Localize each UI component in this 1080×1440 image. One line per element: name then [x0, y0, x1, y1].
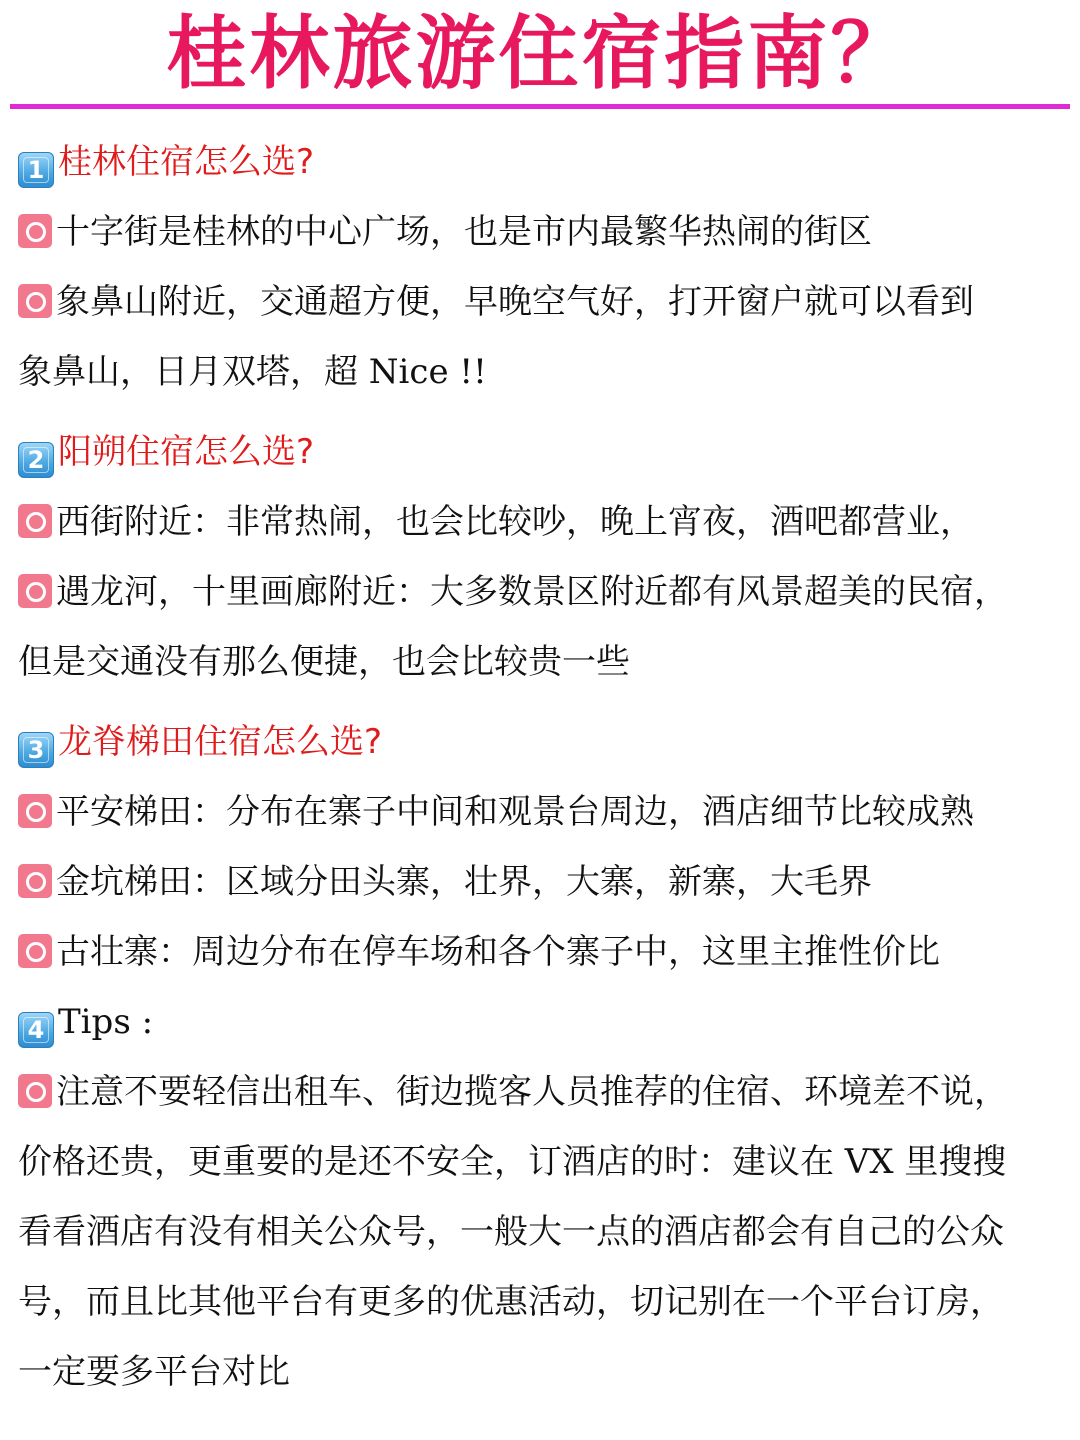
item-text: 平安梯田：分布在寨子中间和观景台周边，酒店细节比较成熟: [56, 792, 974, 832]
radio-bullet-icon: [18, 574, 52, 608]
section-1-item-2: [18, 267, 1068, 337]
page-title: 桂林旅游住宿指南？: [166, 7, 914, 100]
number-3-keycap-icon: 3: [18, 732, 54, 768]
number-2-keycap-icon: 2: [18, 442, 54, 478]
radio-bullet-icon: [18, 934, 52, 968]
item-text: 金坑梯田：区域分田头寨，壮界，大寨，新寨，大毛界: [56, 862, 872, 902]
radio-bullet-icon: [18, 1074, 52, 1108]
section-1-item-1: [18, 197, 1068, 267]
section-3-item-2: [18, 847, 1068, 917]
item-text: 看看酒店有没有相关公众号，一般大一点的酒店都会有自己的公众: [18, 1212, 1004, 1252]
section-4-item-1-continued-1: [18, 1127, 1068, 1197]
item-text: 但是交通没有那么便捷，也会比较贵一些: [18, 642, 630, 682]
section-2-item-1: [18, 487, 1068, 557]
section-2-item-2: [18, 557, 1068, 627]
section-4-item-1-continued-4: [18, 1337, 1068, 1407]
title-divider: [10, 104, 1070, 109]
section-2-item-2-continued: [18, 627, 1068, 697]
radio-bullet-icon: [18, 864, 52, 898]
section-2-heading-row: [18, 417, 1068, 487]
item-text: 西街附近：非常热闹，也会比较吵，晚上宵夜，酒吧都营业，: [56, 502, 974, 542]
section-4-heading-row: [18, 987, 1068, 1057]
section-1-item-2-continued: [18, 337, 1068, 407]
item-text: 十字街是桂林的中心广场，也是市内最繁华热闹的街区: [56, 212, 872, 252]
number-4-keycap-icon: 4: [18, 1012, 54, 1048]
section-4-item-1-continued-2: [18, 1197, 1068, 1267]
item-text: 一定要多平台对比: [18, 1352, 290, 1392]
radio-bullet-icon: [18, 284, 52, 318]
item-text: 古壮寨：周边分布在停车场和各个寨子中，这里主推性价比: [56, 932, 940, 972]
section-3-heading: 龙脊梯田住宿怎么选?: [58, 722, 383, 762]
number-1-keycap-icon: 1: [18, 152, 54, 188]
item-text: 注意不要轻信出租车、街边揽客人员推荐的住宿、环境差不说，: [56, 1072, 1008, 1112]
item-text: 象鼻山附近，交通超方便，早晚空气好，打开窗户就可以看到: [56, 282, 974, 322]
item-text: 象鼻山，日月双塔，超 Nice !!: [18, 352, 487, 392]
section-1-heading: 桂林住宿怎么选?: [58, 142, 315, 182]
item-text: 遇龙河，十里画廊附近：大多数景区附近都有风景超美的民宿，: [56, 572, 1008, 612]
radio-bullet-icon: [18, 794, 52, 828]
section-3-heading-row: [18, 707, 1068, 777]
section-4-item-1-continued-3: [18, 1267, 1068, 1337]
section-3-item-3: [18, 917, 1068, 987]
radio-bullet-icon: [18, 214, 52, 248]
section-1-heading-row: [18, 127, 1068, 197]
section-4-heading: Tips :: [58, 1002, 154, 1042]
section-2-heading: 阳朔住宿怎么选?: [58, 432, 315, 472]
item-text: 号，而且比其他平台有更多的优惠活动，切记别在一个平台订房，: [18, 1282, 1004, 1322]
section-3-item-1: [18, 777, 1068, 847]
section-4-item-1: [18, 1057, 1068, 1127]
item-text: 价格还贵，更重要的是还不安全，订酒店的时：建议在 VX 里搜搜: [18, 1142, 1007, 1182]
radio-bullet-icon: [18, 504, 52, 538]
